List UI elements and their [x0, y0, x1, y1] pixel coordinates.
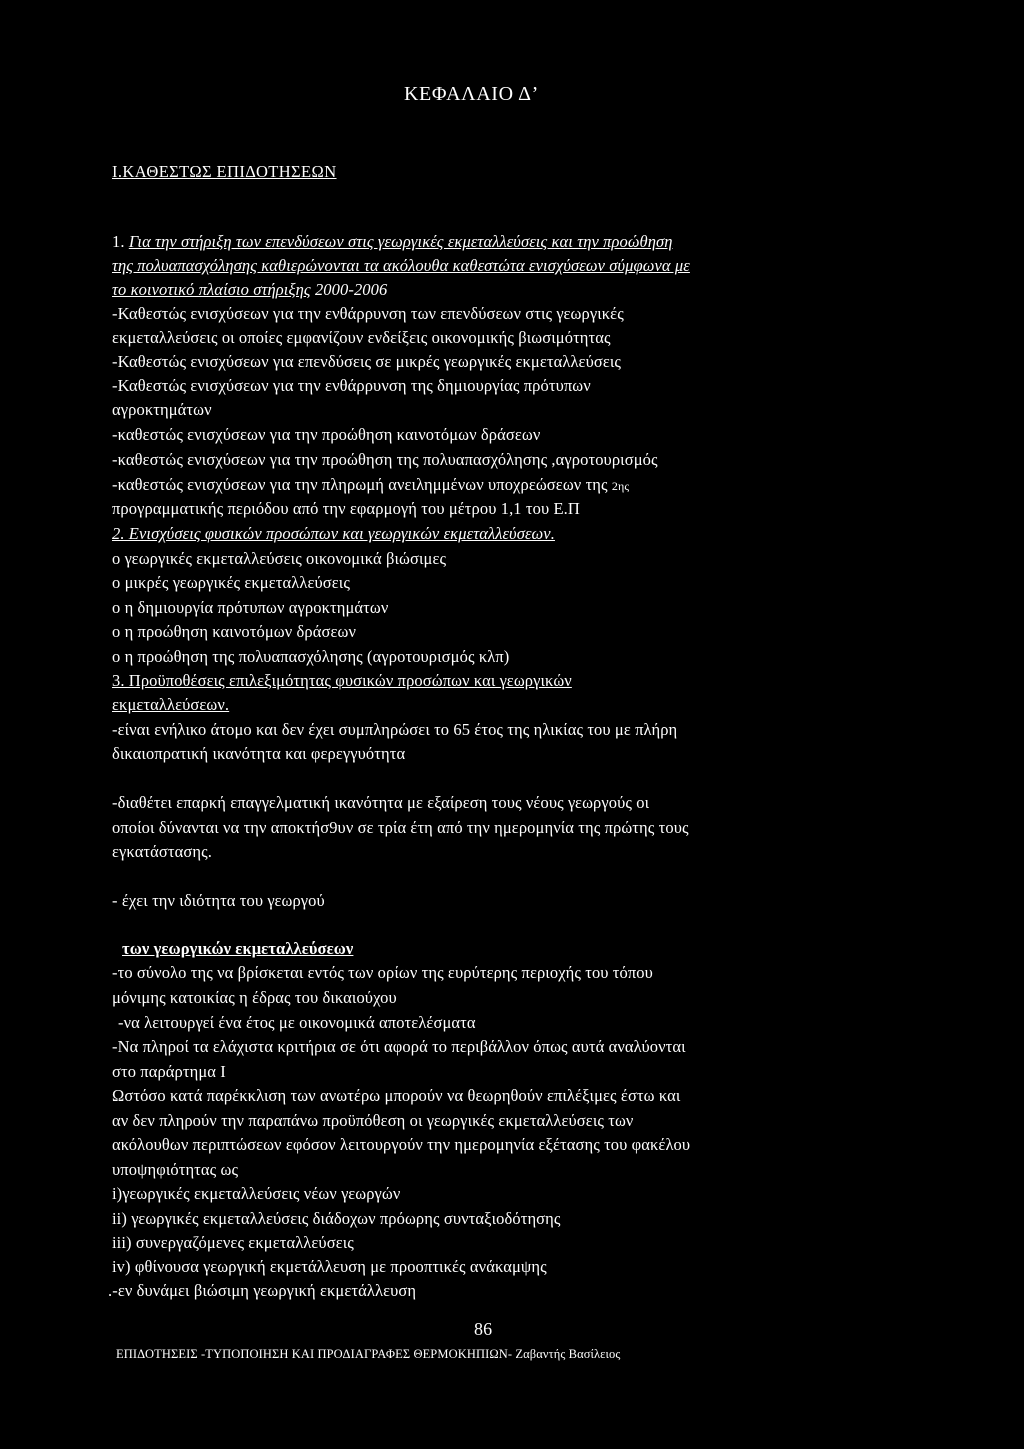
case-item-2: ii) γεωργικές εκμεταλλεύσεις διάδοχων πρόωρης συνταξιοδότησης — [112, 1209, 561, 1228]
s1-line-6: -Καθεστώς ενισχύσεων για επενδύσεις σε μικρές γεωργικές εκμεταλλεύσεις — [112, 352, 622, 371]
s1-line-2: της πολυαπασχόλησης καθιερώνονται τα ακόλουθα καθεστώτα ενισχύσεων σύμφωνα με — [112, 256, 690, 275]
s3-q4-line-3: ακόλουθων περιπτώσεων εφόσον λειτουργούν την ημερομηνία εξέτασης του φακέλου — [112, 1135, 691, 1154]
s3-p2-line-3: εγκατάστασης. — [112, 842, 212, 861]
s3-q3-line-1: -Να πληροί τα ελάχιστα κριτήρια σε ότι αφορά το περιβάλλον όπως αυτά αναλύονται — [112, 1037, 686, 1056]
s3-q4-line-2: αν δεν πληρούν την παραπάνω προϋπόθεση οι γεωργικές εκμεταλλεύσεις των — [112, 1111, 634, 1130]
s3-p2-line-2: οποίοι δύνανται να την αποκτήσ9υν σε τρία έτη από την ημερομηνία της πρώτης τους — [112, 818, 689, 837]
chapter-title: ΚΕΦΑΛΑΙΟ Δ’ — [404, 83, 539, 105]
s3-p2-line-1: -διαθέτει επαρκή επαγγελματική ικανότητα με εξαίρεση τους νέους γεωργούς οι — [112, 793, 650, 812]
s1-line-10: -καθεστώς ενισχύσεων για την προώθηση της πολυαπασχόλησης ,αγροτουρισμός — [112, 450, 658, 469]
s1-line-11: -καθεστώς ενισχύσεων για την πληρωμή ανειλημμένων υποχρεώσεων της 2ης — [112, 475, 630, 494]
s1-line-9: -καθεστώς ενισχύσεων για την προώθηση καινοτόμων δράσεων — [112, 425, 541, 444]
s3-q4-line-1: Ωστόσο κατά παρέκκλιση των ανωτέρω μπορούν να θεωρηθούν επιλέξιμες έστω και — [112, 1086, 681, 1105]
s3-heading-line-1: 3. Προϋποθέσεις επιλεξιμότητας φυσικών προσώπων και γεωργικών — [112, 671, 572, 690]
s2-item-3: ο η δημιουργία πρότυπων αγροκτημάτων — [112, 598, 389, 617]
s3-sub-heading: των γεωργικών εκμεταλλεύσεων — [122, 939, 354, 958]
s2-item-1: ο γεωργικές εκμεταλλεύσεις οικονομικά βιώσιμες — [112, 549, 447, 568]
s3-p3: - έχει την ιδιότητα του γεωργού — [112, 891, 325, 910]
s3-p1-line-1: -είναι ενήλικο άτομο και δεν έχει συμπληρώσει το 65 έτος της ηλικίας του με πλήρη — [112, 720, 678, 739]
section-title: Ι.ΚΑΘΕΣΤΩΣ ΕΠΙΔΟΤΗΣΕΩΝ — [112, 162, 337, 181]
s1-line-5: εκμεταλλεύσεις οι οποίες εμφανίζουν ενδείξεις οικονομικής βιωσιμότητας — [112, 328, 611, 347]
s1-line-12: προγραμματικής περιόδου από την εφαρμογή του μέτρου 1,1 του Ε.Π — [112, 499, 580, 518]
s1-line-7: -Καθεστώς ενισχύσεων για την ενθάρρυνση της δημιουργίας πρότυπων — [112, 376, 591, 395]
s3-q1-line-2: μόνιμης κατοικίας η έδρας του δικαιούχου — [112, 988, 397, 1007]
s3-q3-line-2: στο παράρτημα Ι — [112, 1062, 226, 1081]
s2-heading: 2. Ενισχύσεις φυσικών προσώπων και γεωργικών εκμεταλλεύσεων. — [112, 524, 555, 543]
s3-q2: -να λειτουργεί ένα έτος με οικονομικά αποτελέσματα — [118, 1013, 476, 1032]
s1-line-1: 1. Για την στήριξη των επενδύσεων στις γεωργικές εκμεταλλεύσεις και την προώθηση — [112, 232, 673, 251]
page-footer: ΕΠΙΔΟΤΗΣΕΙΣ -ΤΥΠΟΠΟΙΗΣΗ ΚΑΙ ΠΡΟΔΙΑΓΡΑΦΕΣ ΘΕΡΜΟΚΗΠΙΩΝ- Ζαβαντής Βασίλειος — [116, 1347, 621, 1361]
s2-item-5: ο η προώθηση της πολυαπασχόλησης (αγροτουρισμός κλπ) — [112, 647, 510, 666]
s3-q1-line-1: -το σύνολο της να βρίσκεται εντός των ορίων της ευρύτερης περιοχής του τόπου — [112, 963, 653, 982]
s3-heading-line-2: εκμεταλλεύσεων. — [112, 695, 230, 714]
s2-item-4: ο η προώθηση καινοτόμων δράσεων — [112, 622, 357, 641]
case-item-5: .-εν δυνάμει βιώσιμη γεωργική εκμετάλλευση — [108, 1281, 417, 1300]
s3-q4-line-4: υποψηφιότητας ως — [112, 1160, 239, 1179]
s1-line-4: -Καθεστώς ενισχύσεων για την ενθάρρυνση των επενδύσεων στις γεωργικές — [112, 304, 624, 323]
s1-line-8: αγροκτημάτων — [112, 400, 212, 419]
case-item-1: i)γεωργικές εκμεταλλεύσεις νέων γεωργών — [112, 1184, 401, 1203]
case-item-4: iv) φθίνουσα γεωργική εκμετάλλευση με προοπτικές ανάκαμψης — [112, 1257, 547, 1276]
s2-item-2: ο μικρές γεωργικές εκμεταλλεύσεις — [112, 573, 350, 592]
s1-line-3: το κοινοτικό πλαίσιο στήριξης 2000-2006 — [112, 280, 388, 299]
page-number: 86 — [474, 1319, 493, 1339]
s3-p1-line-2: δικαιοπρατική ικανότητα και φερεγγυότητα — [112, 744, 406, 763]
case-item-3: iii) συνεργαζόμενες εκμεταλλεύσεις — [112, 1233, 354, 1252]
